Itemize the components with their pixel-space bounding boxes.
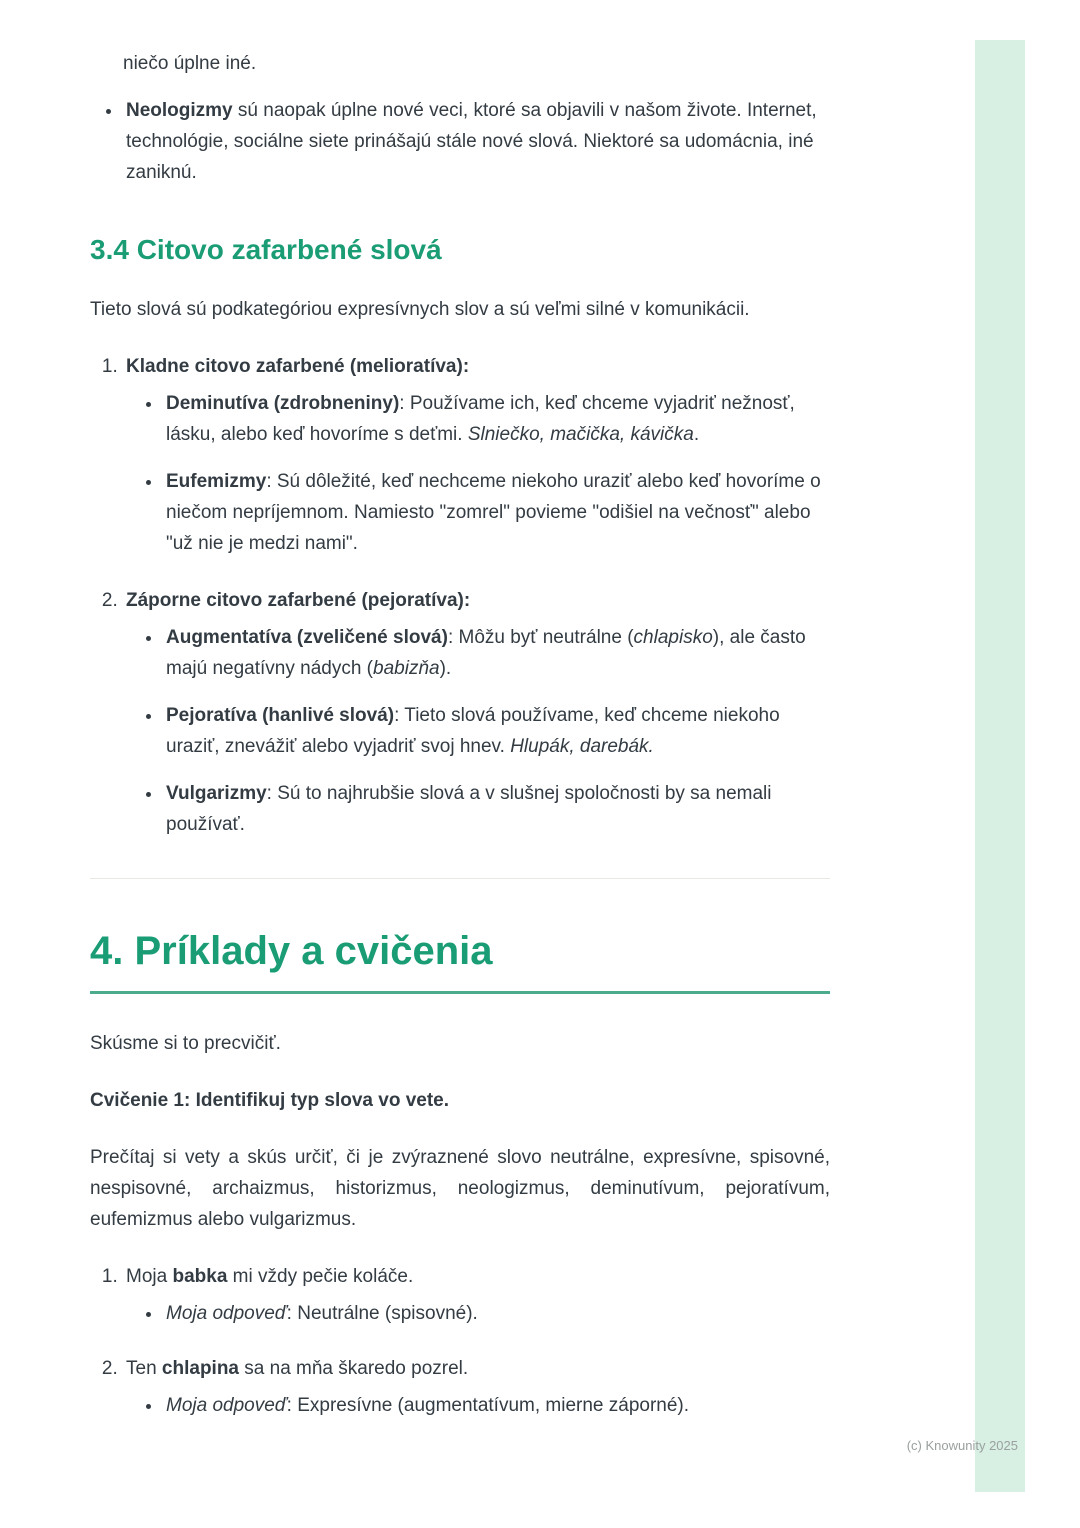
augmentativa-example-1: chlapisko	[633, 627, 713, 648]
exercise-1-text-1: Moja	[126, 1266, 173, 1287]
right-accent-stripe	[975, 40, 1025, 1492]
term-deminutiva: Deminutíva (zdrobneniny)	[166, 393, 400, 414]
exercise-item-2	[123, 1353, 830, 1421]
deminutiva-period: .	[693, 424, 700, 445]
term-vulgarizmy: Vulgarizmy	[166, 783, 267, 804]
exercise-item-1	[123, 1261, 830, 1329]
pejorativa-text: : Tieto slová používame, keď chceme niekoho uraziť, znevážiť alebo vyjadriť svoj hnev.	[166, 705, 780, 757]
list-item-eufemizmy	[163, 466, 830, 559]
section-3-4-intro: Tieto slová sú podkategóriou expresívnych slov a sú veľmi silné v komunikácii.	[90, 299, 750, 320]
exercise-2-answer	[163, 1390, 830, 1421]
answer-text-1: : Neutrálne (spisovné).	[286, 1303, 478, 1324]
section-4-intro: Skúsme si to precvičiť.	[90, 1033, 281, 1054]
continuation-text: niečo úplne iné.	[123, 53, 257, 74]
list-item-augmentativa	[163, 622, 830, 684]
augmentativa-text-1: : Môžu byť neutrálne (	[447, 627, 634, 648]
answer-label-1: Moja odpoveď	[166, 1303, 287, 1324]
emotive-words-list	[90, 351, 830, 840]
answer-label-2: Moja odpoveď	[166, 1395, 287, 1416]
term-pejorativa: Pejoratíva (hanlivé slová)	[166, 705, 395, 726]
deminutiva-text: : Používame ich, keď chceme vyjadriť nežnosť, lásku, alebo keď hovoríme s deťmi.	[166, 393, 795, 445]
list-item-vulgarizmy	[163, 778, 830, 840]
augmentativa-text-2: ), ale často majú negatívny nádych (	[166, 627, 806, 679]
zaporne-sublist	[126, 622, 830, 840]
exercise-1-answer-list	[126, 1298, 830, 1329]
exercise-1-highlight: babka	[172, 1266, 228, 1287]
section-3-4-heading: 3.4 Citovo zafarbené slová	[90, 234, 442, 265]
term-augmentativa: Augmentatíva (zveličené slová)	[166, 627, 448, 648]
top-bullet-list	[90, 95, 830, 188]
list-item-zaporne	[123, 585, 830, 840]
exercise-sentence-list	[90, 1261, 830, 1421]
term-eufemizmy: Eufemizmy	[166, 471, 267, 492]
exercise-1-answer	[163, 1298, 830, 1329]
term-neologizmy: Neologizmy	[126, 100, 233, 121]
augmentativa-text-3: ).	[439, 658, 452, 679]
exercise-1-instructions: Prečítaj si vety a skús určiť, či je zvýraznené slovo neutrálne, expresívne, spisovné, nespisovné, archaizmus, historizmus, neologizmus, deminutívum, pejoratívum, eufemizmus alebo vulgarizmus.	[90, 1147, 830, 1230]
augmentativa-example-2: babizňa	[373, 658, 440, 679]
eufemizmy-text: : Sú dôležité, keď nechceme niekoho uraziť alebo keď hovoríme o niečom nepríjemnom. Namiesto "zomrel" povieme "odišiel na večnosť" alebo "už nie je medzi nami".	[166, 471, 821, 554]
copyright-notice: (c) Knowunity 2025	[906, 1438, 1018, 1453]
section-4-heading: 4. Príklady a cvičenia	[90, 927, 830, 994]
vulgarizmy-text: : Sú to najhrubšie slová a v slušnej spoločnosti by sa nemali používať.	[166, 783, 772, 835]
page-content	[90, 48, 830, 1445]
neologizmy-text: sú naopak úplne nové veci, ktoré sa objavili v našom živote. Internet, technológie, sociálne siete prinášajú stále nové slová. Niektoré sa udomácnia, iné zaniknú.	[126, 100, 817, 183]
exercise-2-text-2: sa na mňa škaredo pozrel.	[239, 1358, 469, 1379]
list-item-kladne	[123, 351, 830, 559]
list-item-pejorativa	[163, 700, 830, 762]
exercise-2-text-1: Ten	[126, 1358, 162, 1379]
kladne-title: Kladne citovo zafarbené (melioratíva):	[126, 356, 470, 377]
deminutiva-examples: Slniečko, mačička, kávička	[467, 424, 694, 445]
list-item-neologizmy	[123, 95, 830, 188]
exercise-2-highlight: chlapina	[161, 1358, 239, 1379]
exercise-2-answer-list	[126, 1390, 830, 1421]
list-item-deminutiva	[163, 388, 830, 450]
zaporne-title: Záporne citovo zafarbené (pejoratíva):	[126, 590, 471, 611]
exercise-1-text-2: mi vždy pečie koláče.	[227, 1266, 414, 1287]
exercise-1-title: Cvičenie 1: Identifikuj typ slova vo vete.	[90, 1090, 450, 1111]
answer-text-2: : Expresívne (augmentatívum, mierne záporné).	[286, 1395, 690, 1416]
section-divider	[90, 878, 830, 879]
kladne-sublist	[126, 388, 830, 559]
pejorativa-examples: Hlupák, darebák.	[510, 736, 654, 757]
